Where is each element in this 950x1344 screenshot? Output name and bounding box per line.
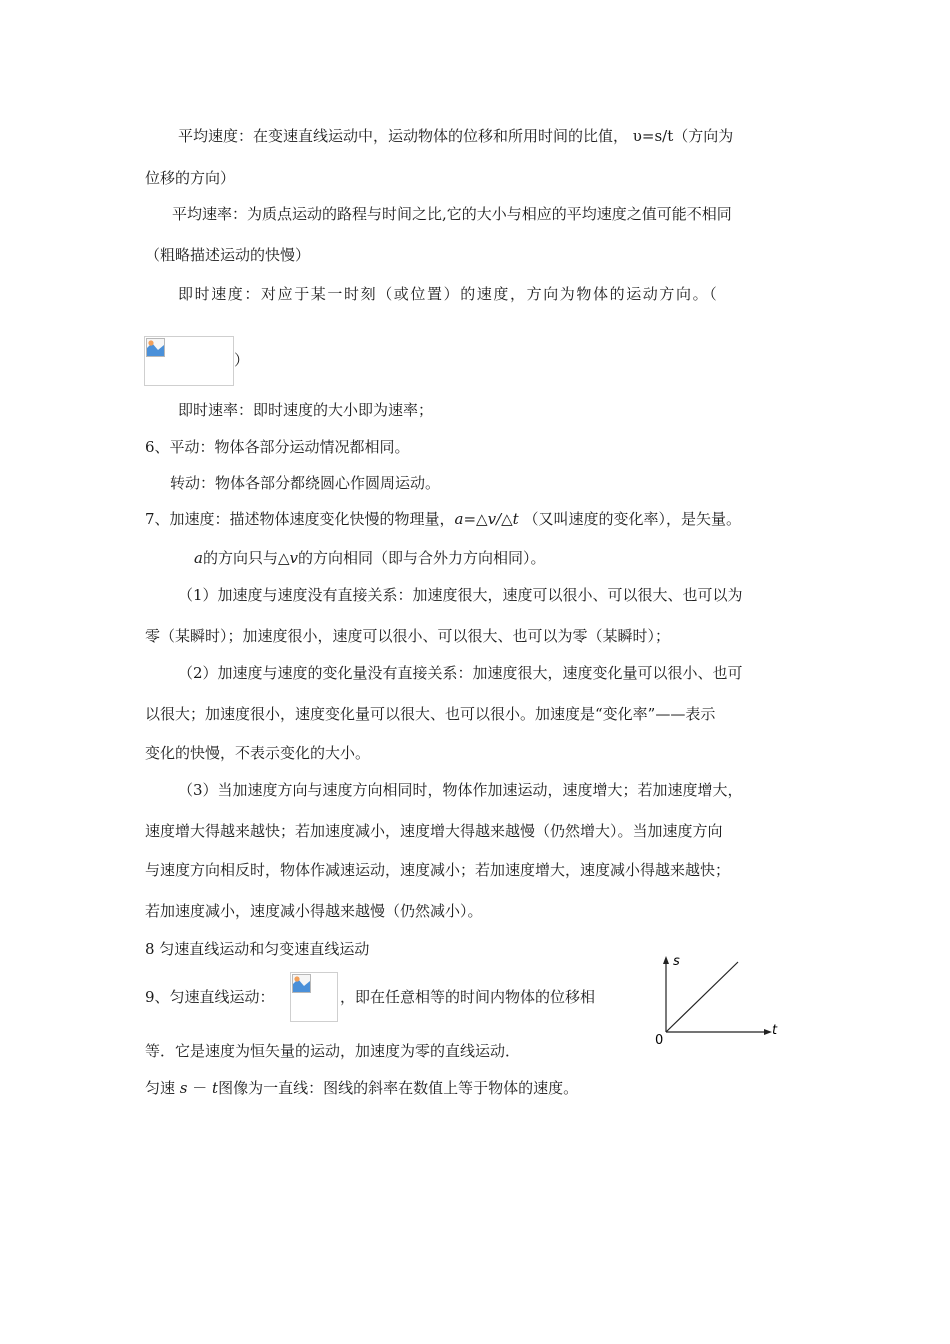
- point-3-cont2: 与速度方向相反时，物体作减速运动，速度减小；若加速度增大，速度减小得越来越快；: [145, 861, 731, 879]
- point-2: （2）加速度与速度的变化量没有直接关系：加速度很大，速度变化量可以很小、也可: [178, 664, 743, 682]
- y-axis-arrow: [663, 956, 669, 964]
- st-text-b: 图像为一直线：图线的斜率在数值上等于物体的速度。: [218, 1079, 579, 1097]
- point-2-cont: 以很大；加速度很小，速度变化量可以很大、也可以很小。加速度是“变化率”——表示: [145, 705, 716, 723]
- symbol-a: a: [194, 549, 203, 567]
- point-3: （3）当加速度方向与速度方向相同时，物体作加速运动，速度增大；若加速度增大，: [178, 781, 743, 799]
- st-text-a: 匀速: [145, 1079, 180, 1097]
- avg-speed-def: 平均速率：为质点运动的路程与时间之比,它的大小与相应的平均速度之值可能不相同: [172, 205, 732, 223]
- x-axis-label: t: [772, 1023, 778, 1038]
- broken-image-placeholder: [144, 336, 234, 386]
- avg-speed-def-cont: （粗略描述运动的快慢）: [145, 246, 311, 264]
- acceleration-formula: a=△v/△t: [454, 510, 519, 528]
- broken-image-icon: [292, 974, 311, 993]
- avg-velocity-def-cont: 位移的方向）: [145, 169, 236, 187]
- symbol-s: s: [179, 1079, 188, 1097]
- acceleration-direction-text2: 的方向相同（即与合外力方向相同）。: [297, 549, 546, 567]
- paren-close: ）: [234, 351, 250, 369]
- acceleration-direction: [194, 548, 546, 568]
- formula-image-placeholder: [290, 972, 338, 1022]
- point-3-cont3: 若加速度减小，速度减小得越来越慢（仍然减小）。: [145, 902, 483, 920]
- translation-def: 6、平动：物体各部分运动情况都相同。: [145, 438, 410, 456]
- broken-image-icon: [146, 338, 165, 357]
- uniform-motion-def-cont: ，即在任意相等的时间内物体的位移相: [340, 988, 596, 1006]
- uniform-motion-def-cont2: 等．它是速度为恒矢量的运动，加速度为零的直线运动．: [145, 1042, 521, 1060]
- s-t-graph: [650, 952, 790, 1052]
- rotation-def: 转动：物体各部分都绕圆心作圆周运动。: [170, 474, 441, 492]
- y-axis-label: s: [673, 954, 680, 969]
- s-t-graph-description: [145, 1078, 578, 1098]
- symbol-t: t: [212, 1079, 219, 1097]
- point-3-cont: 速度增大得越来越快；若加速度减小，速度增大得越来越慢（仍然增大）。当加速度方向: [145, 822, 723, 840]
- instant-velocity-def: 即时速度：对应于某一时刻（或位置）的速度，方向为物体的运动方向。（: [178, 285, 719, 303]
- instant-speed-def: 即时速率：即时速度的大小即为速率；: [178, 401, 434, 419]
- avg-velocity-def: 平均速度：在变速直线运动中，运动物体的位移和所用时间的比值， υ=s/t（方向为: [178, 127, 734, 145]
- acceleration-direction-text: 的方向只与△: [202, 549, 290, 567]
- origin-label: 0: [655, 1033, 664, 1048]
- acceleration-def: [145, 509, 741, 529]
- symbol-v: v: [289, 549, 298, 567]
- point-2-cont2: 变化的快慢，不表示变化的大小。: [145, 744, 371, 762]
- uniform-motion-def: 9、匀速直线运动：: [145, 988, 275, 1006]
- acceleration-def-text: 7、加速度：描述物体速度变化快慢的物理量，: [145, 510, 455, 528]
- x-axis-arrow: [764, 1029, 772, 1035]
- section-8-heading: 8 匀速直线运动和匀变速直线运动: [145, 940, 370, 958]
- st-dash: －: [187, 1079, 213, 1097]
- point-1-cont: 零（某瞬时）；加速度很小，速度可以很小、可以很大、也可以为零（某瞬时）；: [145, 627, 671, 645]
- acceleration-def-text2: （又叫速度的变化率），是矢量。: [518, 510, 741, 528]
- point-1: （1）加速度与速度没有直接关系：加速度很大，速度可以很小、可以很大、也可以为: [178, 586, 743, 604]
- s-t-line: [666, 962, 738, 1032]
